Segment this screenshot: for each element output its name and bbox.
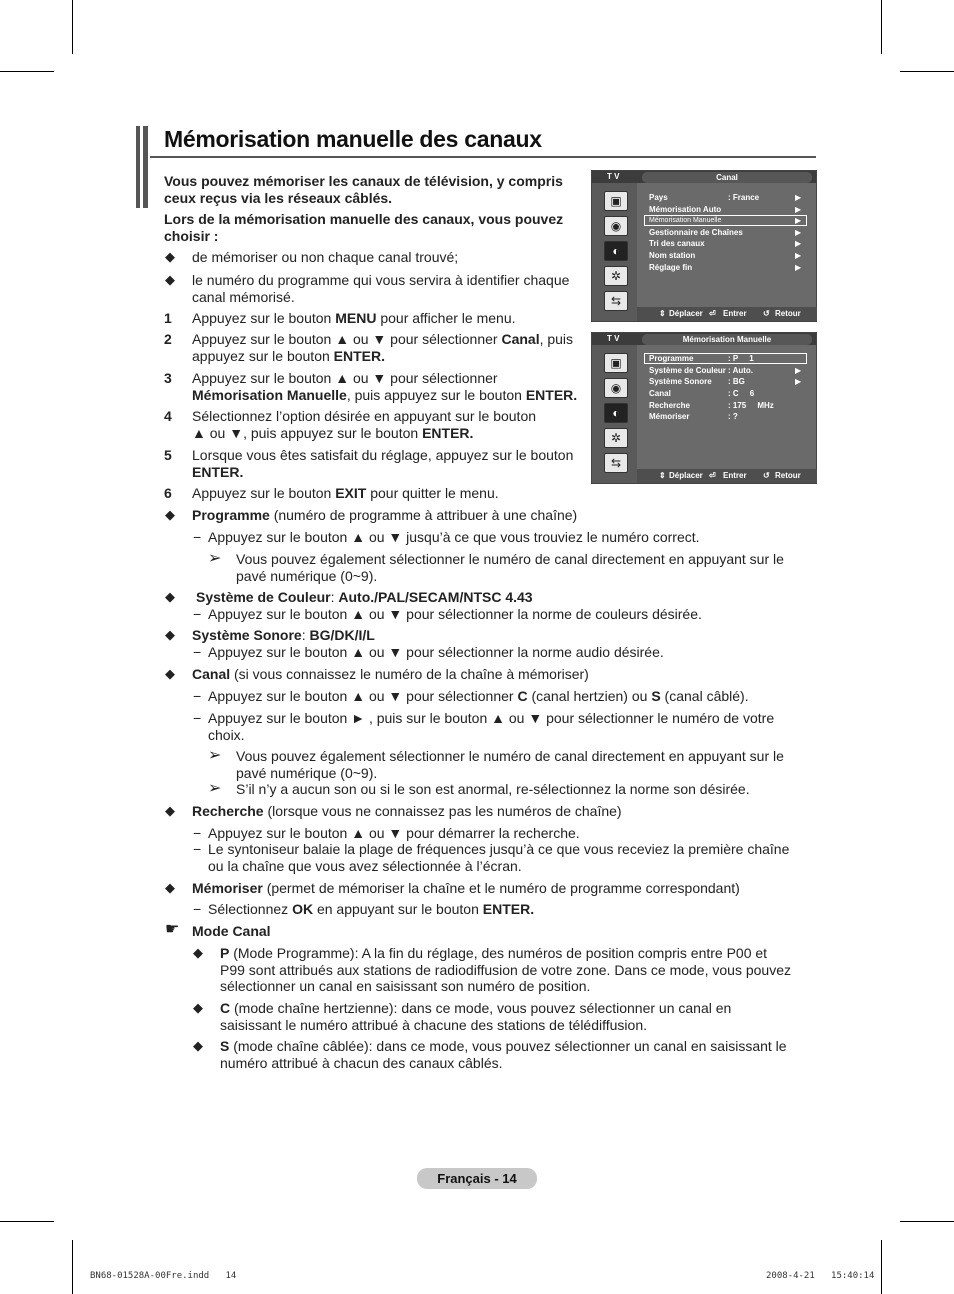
osd-menu-value: : C 6: [728, 389, 755, 398]
intro-paragraph: Lors de la mémorisation manuelle des canaux, vous pouvez choisir :: [164, 211, 564, 244]
osd-menu-item[interactable]: Système de Couleur: [649, 366, 726, 375]
step-number: 1: [164, 310, 172, 326]
note-text: Vous pouvez également sélectionner le numéro de canal directement en appuyant sur le pavé numérique (0~9).: [236, 551, 784, 584]
bullet-text: de mémoriser ou non chaque canal trouvé;: [192, 249, 459, 265]
option-heading: Recherche (lorsque vous ne connaissez pas les numéros de chaîne): [192, 803, 622, 819]
osd-tv-label: T V: [607, 172, 620, 181]
osd-menu-value: : 175 MHz: [728, 401, 774, 410]
crop-mark: [72, 0, 73, 54]
osd-manual-store-menu: [591, 332, 817, 484]
diamond-bullet-icon: ◆: [193, 1000, 203, 1015]
dash-icon: −: [193, 710, 202, 726]
pointing-hand-icon: ☛: [165, 921, 180, 938]
crop-mark: [881, 1240, 882, 1294]
footer-move: Déplacer: [669, 471, 703, 480]
arrow-right-icon: ▶: [795, 205, 802, 214]
osd-sidebar: [592, 345, 637, 483]
osd-menu-value: : BG: [728, 377, 745, 386]
arrow-right-icon: ▶: [795, 366, 802, 375]
osd-menu-value: : P 1: [728, 354, 754, 363]
sound-icon[interactable]: ◉: [604, 378, 628, 398]
sub-instruction: Appuyez sur le bouton ▲ ou ▼ jusqu’à ce que vous trouviez le numéro correct.: [208, 529, 700, 545]
diamond-bullet-icon: ◆: [165, 627, 175, 642]
diamond-bullet-icon: ◆: [193, 945, 203, 960]
osd-tv-label: T V: [607, 334, 620, 343]
note-arrow-icon: ➢: [208, 747, 222, 764]
channel-icon[interactable]: ◐: [604, 403, 628, 423]
input-icon[interactable]: ⇆: [604, 291, 628, 311]
note-text: Vous pouvez également sélectionner le numéro de canal directement en appuyant sur le pavé numérique (0~9).: [236, 748, 784, 781]
diamond-bullet-icon: ◆: [165, 272, 175, 287]
setup-icon[interactable]: ✲: [604, 266, 628, 286]
osd-menu-item[interactable]: Mémorisation Auto: [649, 205, 722, 214]
crop-mark: [881, 0, 882, 54]
channel-icon[interactable]: ◐: [604, 241, 628, 261]
crop-mark: [72, 1240, 73, 1294]
footer-back: Retour: [775, 471, 801, 480]
mode-item: S (mode chaîne câblée): dans ce mode, vous pouvez sélectionner un canal en saisissant le numéro attribué à chacun des canaux câblés.: [220, 1038, 787, 1071]
sub-instruction: Le syntoniseur balaie la plage de fréquences jusqu’à ce que vous receviez la première chaîne ou la chaîne que vous avez sélectionnée à l’écran.: [208, 841, 790, 874]
intro-paragraph: Vous pouvez mémoriser les canaux de télévision, y compris ceux reçus via les réseaux câblés.: [164, 173, 563, 206]
osd-canal-menu: [591, 170, 817, 322]
arrow-right-icon: ▶: [795, 251, 802, 260]
picture-icon[interactable]: ▣: [604, 353, 628, 373]
step-text: Appuyez sur le bouton ▲ ou ▼ pour sélectionner Mémorisation Manuelle, puis appuyez sur le bouton ENTER.: [192, 370, 578, 403]
note-text: S’il n’y a aucun son ou si le son est anormal, re-sélectionnez la norme son désirée.: [236, 781, 750, 797]
dash-icon: −: [193, 841, 202, 857]
crop-mark: [0, 1221, 54, 1222]
sub-instruction: Appuyez sur le bouton ▲ ou ▼ pour démarrer la recherche.: [208, 825, 580, 841]
footer-timestamp: 2008-4-21 15:40:14: [766, 1271, 875, 1281]
arrow-right-icon: ▶: [795, 216, 802, 225]
osd-menu-title: Canal: [642, 172, 812, 183]
step-number: 2: [164, 331, 172, 347]
option-heading: Mémoriser (permet de mémoriser la chaîne et le numéro de programme correspondant): [192, 880, 740, 896]
osd-menu-item-selected[interactable]: Mémorisation Manuelle: [644, 215, 807, 226]
updown-icon: ⇕: [659, 471, 666, 480]
osd-menu-item[interactable]: Recherche: [649, 401, 690, 410]
osd-menu-item[interactable]: Mémoriser: [649, 412, 690, 421]
mode-item: C (mode chaîne hertzienne): dans ce mode, vous pouvez sélectionner un canal en saisissant le numéro attribué à chacune des stations de télédiffusion.: [220, 1000, 732, 1033]
page-title: Mémorisation manuelle des canaux: [164, 126, 542, 152]
step-number: 3: [164, 370, 172, 386]
mode-heading: Mode Canal: [192, 923, 271, 939]
osd-sidebar: [592, 183, 637, 321]
diamond-bullet-icon: ◆: [165, 589, 175, 604]
osd-header: [592, 171, 816, 183]
dash-icon: −: [193, 901, 202, 917]
enter-icon: ⏎: [709, 471, 716, 480]
option-heading: Programme (numéro de programme à attribuer à une chaîne): [192, 507, 578, 523]
osd-header: [592, 333, 816, 345]
footer-back: Retour: [775, 309, 801, 318]
arrow-right-icon: ▶: [795, 377, 802, 386]
diamond-bullet-icon: ◆: [165, 880, 175, 895]
mode-item: P (Mode Programme): A la fin du réglage, des numéros de position compris entre P00 et P99 sont attribués aux stations de radiodiffusion de votre zone. Dans ce mode, vous pouvez sélectionner un canal en saisissant son numéro de position.: [220, 945, 791, 994]
updown-icon: ⇕: [659, 309, 666, 318]
sound-icon[interactable]: ◉: [604, 216, 628, 236]
diamond-bullet-icon: ◆: [165, 507, 175, 522]
step-number: 4: [164, 408, 172, 424]
osd-menu-item[interactable]: Canal: [649, 389, 671, 398]
option-heading: Système Sonore: BG/DK/I/L: [192, 627, 375, 643]
osd-menu-item[interactable]: Nom station: [649, 251, 696, 260]
osd-menu-item[interactable]: Tri des canaux: [649, 239, 705, 248]
osd-menu-value: : ?: [728, 412, 738, 421]
arrow-right-icon: ▶: [795, 193, 802, 202]
title-decoration: [136, 126, 150, 208]
dash-icon: −: [193, 529, 202, 545]
input-icon[interactable]: ⇆: [604, 453, 628, 473]
dash-icon: −: [193, 606, 202, 622]
note-arrow-icon: ➢: [208, 550, 222, 567]
dash-icon: −: [193, 688, 202, 704]
dash-icon: −: [193, 825, 202, 841]
crop-mark: [0, 71, 54, 72]
diamond-bullet-icon: ◆: [193, 1038, 203, 1053]
step-text: Lorsque vous êtes satisfait du réglage, appuyez sur le bouton ENTER.: [192, 447, 574, 480]
step-number: 6: [164, 485, 172, 501]
osd-footer: [637, 469, 817, 483]
osd-menu-value: : Auto.: [728, 366, 754, 375]
osd-menu-item[interactable]: Système Sonore: [649, 377, 712, 386]
step-number: 5: [164, 447, 172, 463]
bullet-text: le numéro du programme qui vous servira à identifier chaque canal mémorisé.: [192, 272, 570, 305]
sub-instruction: Sélectionnez OK en appuyant sur le bouton ENTER.: [208, 901, 535, 917]
picture-icon[interactable]: ▣: [604, 191, 628, 211]
osd-footer: [637, 307, 817, 321]
osd-menu-title: Mémorisation Manuelle: [642, 334, 812, 345]
footer-enter: Entrer: [723, 309, 747, 318]
osd-menu-item[interactable]: Réglage fin: [649, 263, 693, 272]
footer-enter: Entrer: [723, 471, 747, 480]
arrow-right-icon: ▶: [795, 263, 802, 272]
osd-menu-item-selected[interactable]: Programme: [644, 353, 807, 364]
page-number-pill: Français - 14: [417, 1168, 537, 1189]
step-text: Appuyez sur le bouton EXIT pour quitter le menu.: [192, 485, 499, 501]
option-heading: Système de Couleur: Auto./PAL/SECAM/NTSC 4.43: [196, 589, 533, 605]
arrow-right-icon: ▶: [795, 228, 802, 237]
crop-mark: [900, 1221, 954, 1222]
footer-move: Déplacer: [669, 309, 703, 318]
sub-instruction: Appuyez sur le bouton ► , puis sur le bouton ▲ ou ▼ pour sélectionner le numéro de votre choix.: [208, 710, 775, 743]
crop-mark: [900, 71, 954, 72]
step-text: Appuyez sur le bouton MENU pour afficher le menu.: [192, 310, 516, 326]
diamond-bullet-icon: ◆: [165, 803, 175, 818]
dash-icon: −: [193, 644, 202, 660]
setup-icon[interactable]: ✲: [604, 428, 628, 448]
enter-icon: ⏎: [709, 309, 716, 318]
title-bar: [136, 126, 816, 158]
note-arrow-icon: ➢: [208, 780, 222, 797]
title-rule: [150, 156, 816, 158]
step-text: Sélectionnez l’option désirée en appuyant sur le bouton ▲ ou ▼, puis appuyez sur le bouton ENTER.: [192, 408, 537, 441]
sub-instruction: Appuyez sur le bouton ▲ ou ▼ pour sélectionner la norme de couleurs désirée.: [208, 606, 702, 622]
osd-menu-item[interactable]: Gestionnaire de Chaînes: [649, 228, 743, 237]
step-text: Appuyez sur le bouton ▲ ou ▼ pour sélectionner Canal, puis appuyez sur le bouton ENTER.: [192, 331, 574, 364]
arrow-right-icon: ▶: [795, 239, 802, 248]
osd-menu-item[interactable]: Pays: [649, 193, 668, 202]
sub-instruction: Appuyez sur le bouton ▲ ou ▼ pour sélectionner C (canal hertzien) ou S (canal câblé).: [208, 688, 749, 704]
option-heading: Canal (si vous connaissez le numéro de la chaîne à mémoriser): [192, 666, 589, 682]
osd-menu-value: : France: [728, 193, 760, 202]
return-icon: ↺: [763, 471, 770, 480]
return-icon: ↺: [763, 309, 770, 318]
footer-file-info: BN68-01528A-00Fre.indd 14: [90, 1271, 237, 1281]
diamond-bullet-icon: ◆: [165, 249, 175, 264]
sub-instruction: Appuyez sur le bouton ▲ ou ▼ pour sélectionner la norme audio désirée.: [208, 644, 664, 660]
diamond-bullet-icon: ◆: [165, 666, 175, 681]
